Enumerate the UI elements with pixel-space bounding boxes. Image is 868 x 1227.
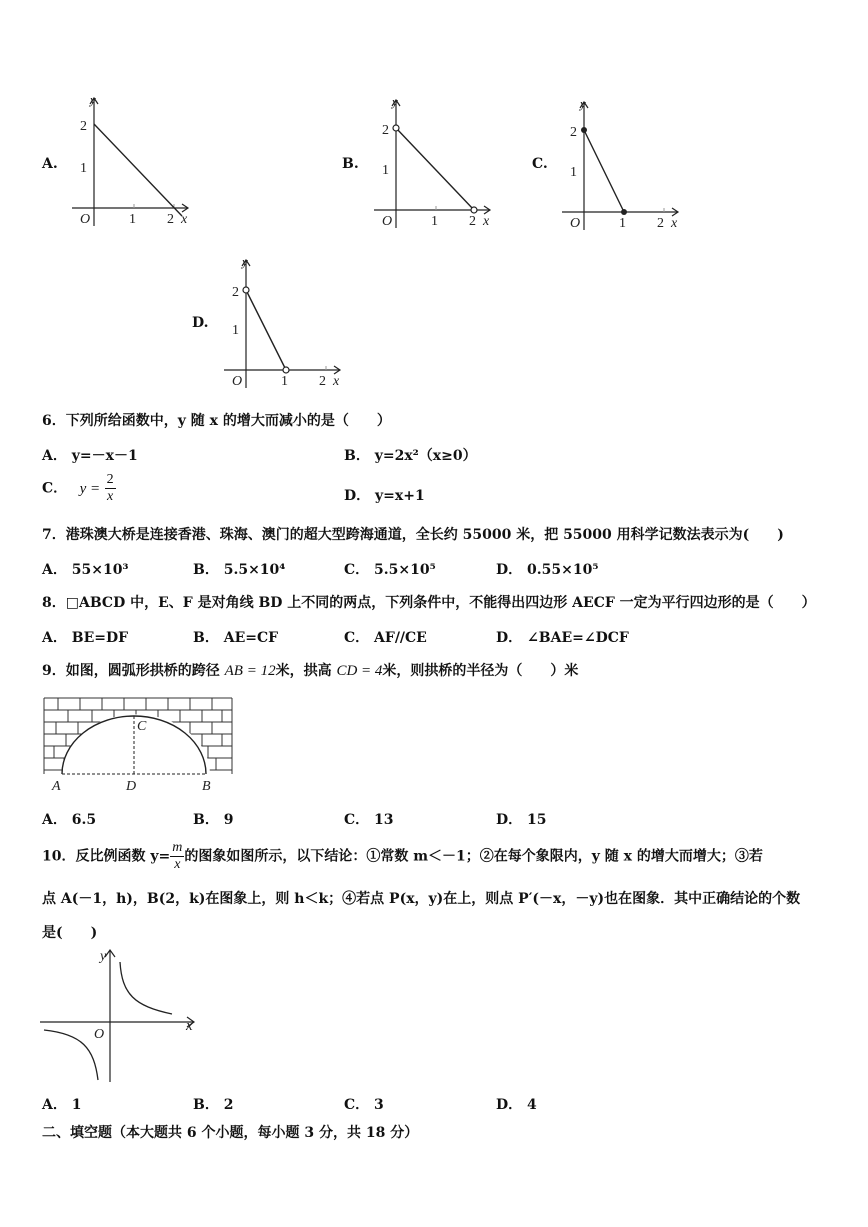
q7-stem: 7．港珠澳大桥是连接香港、珠海、澳门的超大型跨海通道，全长约 55000 米，把 55000 用科学记数法表示为( )	[42, 527, 784, 543]
fraction-numerator: 2	[106, 472, 114, 487]
axis-y-label: y	[100, 949, 107, 964]
option-c-label: C.	[532, 156, 548, 172]
fraction-denominator: x	[106, 489, 114, 504]
q9-option-a: A． 6.5	[42, 812, 97, 828]
q7-option-a: A． 55×10³	[42, 562, 129, 578]
axis-y-label: y	[580, 96, 586, 111]
x-tick-1: 1	[281, 374, 288, 389]
point-a-label: A	[52, 779, 61, 794]
q10-option-d: D． 4	[496, 1097, 537, 1113]
hyperbola-figure	[38, 944, 208, 1084]
q9-stem-b: 米，拱高	[275, 663, 332, 679]
point-b-label: B	[202, 779, 211, 794]
origin-label: O	[80, 212, 91, 227]
origin-label: O	[94, 1027, 105, 1042]
q8-option-b: B． AE=CF	[193, 630, 279, 646]
y-tick-2: 2	[382, 123, 389, 138]
q6-option-c-lhs: y =	[79, 480, 101, 497]
x-tick-1: 1	[431, 214, 438, 229]
q9-option-c: C． 13	[344, 812, 394, 828]
q6-option-c-label: C．	[42, 480, 68, 497]
y-tick-2: 2	[80, 119, 87, 134]
arch-bridge-figure	[40, 694, 240, 794]
y-tick-1: 1	[232, 323, 239, 338]
point-c-label: C	[137, 719, 147, 734]
q10-stem-b: 的图象如图所示，以下结论：①常数 m＜－1；②在每个象限内，y 随 x 的增大而增大；③若	[184, 848, 763, 865]
q10-option-a: A． 1	[42, 1097, 82, 1113]
q6-option-a: A． y=－x－1	[42, 448, 138, 464]
axis-x-label: x	[671, 216, 678, 231]
y-tick-1: 1	[382, 163, 389, 178]
origin-label: O	[570, 216, 581, 231]
q6-option-c	[42, 472, 116, 505]
q9-stem-c: 米，则拱桥的半径为（ ）米	[382, 663, 579, 679]
q6-option-c-fraction	[105, 472, 116, 505]
q8-stem: 8．□ABCD 中，E、F 是对角线 BD 上不同的两点，下列条件中，不能得出四边形 AECF 一定为平行四边形的是（ ）	[42, 595, 816, 611]
graph-option-a	[68, 90, 198, 230]
axis-x-label: x	[483, 214, 490, 229]
option-b-label: B.	[342, 156, 359, 172]
q10-stem-line2: 点 A(－1，h)，B(2，k)在图象上，则 h＜k；④若点 P(x，y)在上，则点 P′(－x，－y)也在图象．其中正确结论的个数	[42, 891, 801, 907]
fraction-numerator: m	[172, 840, 183, 855]
y-tick-1: 1	[570, 165, 577, 180]
q8-option-d: D． ∠BAE=∠DCF	[496, 630, 629, 646]
axis-x-label: x	[333, 374, 340, 389]
y-tick-1: 1	[80, 161, 87, 176]
axis-x-label: x	[186, 1018, 193, 1034]
origin-label: O	[232, 374, 243, 389]
x-tick-1: 1	[129, 212, 136, 227]
x-tick-1: 1	[619, 216, 626, 231]
origin-label: O	[382, 214, 393, 229]
q6-option-b: B． y=2x²（x≥0）	[344, 448, 477, 464]
q10-option-b: B． 2	[193, 1097, 234, 1113]
x-tick-2: 2	[167, 212, 174, 227]
x-tick-2: 2	[657, 216, 664, 231]
y-tick-2: 2	[232, 285, 239, 300]
q9-stem	[42, 660, 578, 680]
x-tick-2: 2	[319, 374, 326, 389]
graph-option-b	[370, 92, 500, 232]
q10-fraction	[170, 840, 184, 873]
x-tick-2: 2	[469, 214, 476, 229]
axis-x-label: x	[181, 212, 188, 227]
fraction-denominator: x	[174, 857, 181, 872]
q6-stem: 6．下列所给函数中，y 随 x 的增大而减小的是（ ）	[42, 413, 391, 429]
axis-y-label: y	[392, 94, 398, 109]
q9-ab-expression: AB = 12	[224, 663, 276, 679]
q10-stem-line1	[42, 840, 763, 873]
y-tick-2: 2	[570, 125, 577, 140]
q10-stem-a: 10．反比例函数 y=	[42, 848, 171, 865]
q7-option-b: B． 5.5×10⁴	[193, 562, 286, 578]
q8-option-c: C． AF//CE	[344, 630, 427, 646]
q6-option-d: D． y=x+1	[344, 488, 425, 504]
axis-y-label: y	[90, 92, 96, 107]
q9-option-d: D． 15	[496, 812, 547, 828]
point-d-label: D	[126, 779, 137, 794]
graph-option-c	[558, 94, 688, 234]
q7-option-c: C． 5.5×10⁵	[344, 562, 436, 578]
q10-stem-line3: 是( )	[42, 925, 98, 941]
section-2-heading: 二、填空题（本大题共 6 个小题，每小题 3 分，共 18 分）	[42, 1125, 419, 1141]
graph-option-d	[220, 252, 350, 392]
q9-option-b: B． 9	[193, 812, 234, 828]
q9-cd-expression: CD = 4	[336, 663, 383, 679]
q10-option-c: C． 3	[344, 1097, 384, 1113]
option-d-label: D.	[192, 315, 209, 331]
option-a-label: A.	[42, 156, 58, 172]
q8-option-a: A． BE=DF	[42, 630, 129, 646]
q9-stem-a: 9．如图，圆弧形拱桥的跨径	[42, 663, 220, 679]
axis-y-label: y	[242, 254, 248, 269]
q7-option-d: D． 0.55×10⁵	[496, 562, 599, 578]
